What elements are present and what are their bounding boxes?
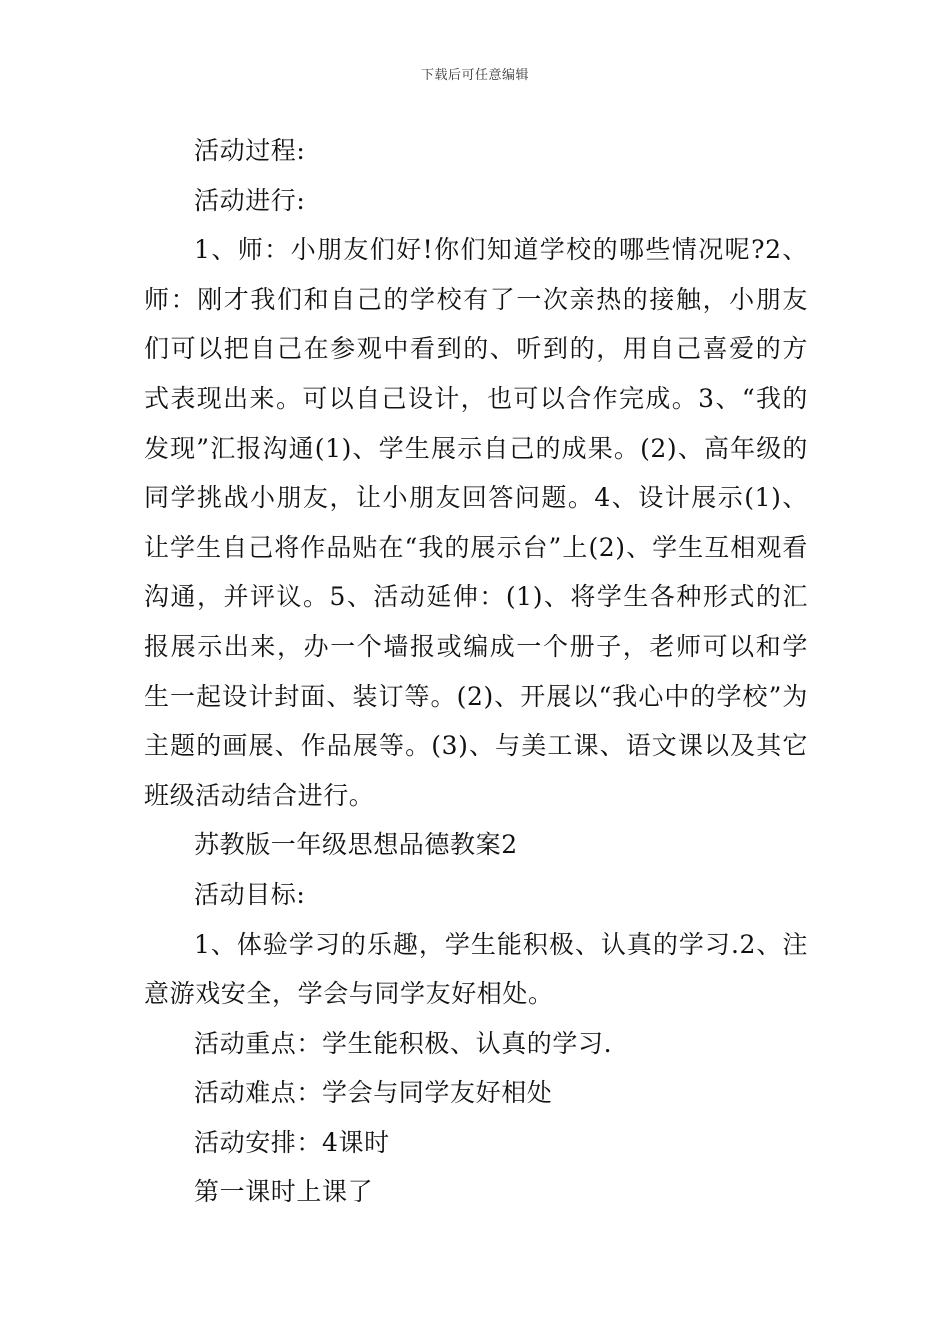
document-body [144, 126, 808, 1217]
lesson-plan-title: 苏教版一年级思想品德教案2 [194, 830, 518, 860]
heading-activity-process: 活动过程: [194, 136, 306, 165]
activity-schedule: 活动安排：4课时 [194, 1127, 390, 1157]
activity-focus: 活动重点：学生能积极、认真的学习. [194, 1028, 613, 1058]
page-header: 下载后可任意编辑 [420, 68, 529, 83]
heading-activity-goals: 活动目标: [194, 879, 306, 909]
paragraph-activity-goals: 1、体验学习的乐趣，学生能积极、认真的学习.2、注意游戏安全，学会与同学友好相处。 [144, 929, 808, 1009]
first-lesson-title: 第一课时上课了 [194, 1177, 374, 1207]
heading-activity-progress: 活动进行: [194, 185, 306, 215]
paragraph-activity-steps: 1、师：小朋友们好!你们知道学校的哪些情况呢?2、师：刚才我们和自己的学校有了一次亲热的接触，小朋友们可以把自己在参观中看到的、听到的，用自己喜爱的方式表现出来。可以自己设计，也可以合作完成。3、“我的发现”汇报沟通(1)、学生展示自己的成果。(2)、高年级的同学挑战小朋友，让小朋友回答问题。4、设计展示(1)、让学生自己将作品贴在“我的展示台”上(2)、学生互相观看沟通，并评议。5、活动延伸：(1)、将学生各种形式的汇报展示出来，办一个墙报或编成一个册子，老师可以和学生一起设计封面、装订等。(2)、开展以“我心中的学校”为主题的画展、作品展等。(3)、与美工课、语文课以及其它班级活动结合进行。 [144, 235, 808, 810]
activity-difficulty: 活动难点：学会与同学友好相处 [194, 1078, 553, 1108]
